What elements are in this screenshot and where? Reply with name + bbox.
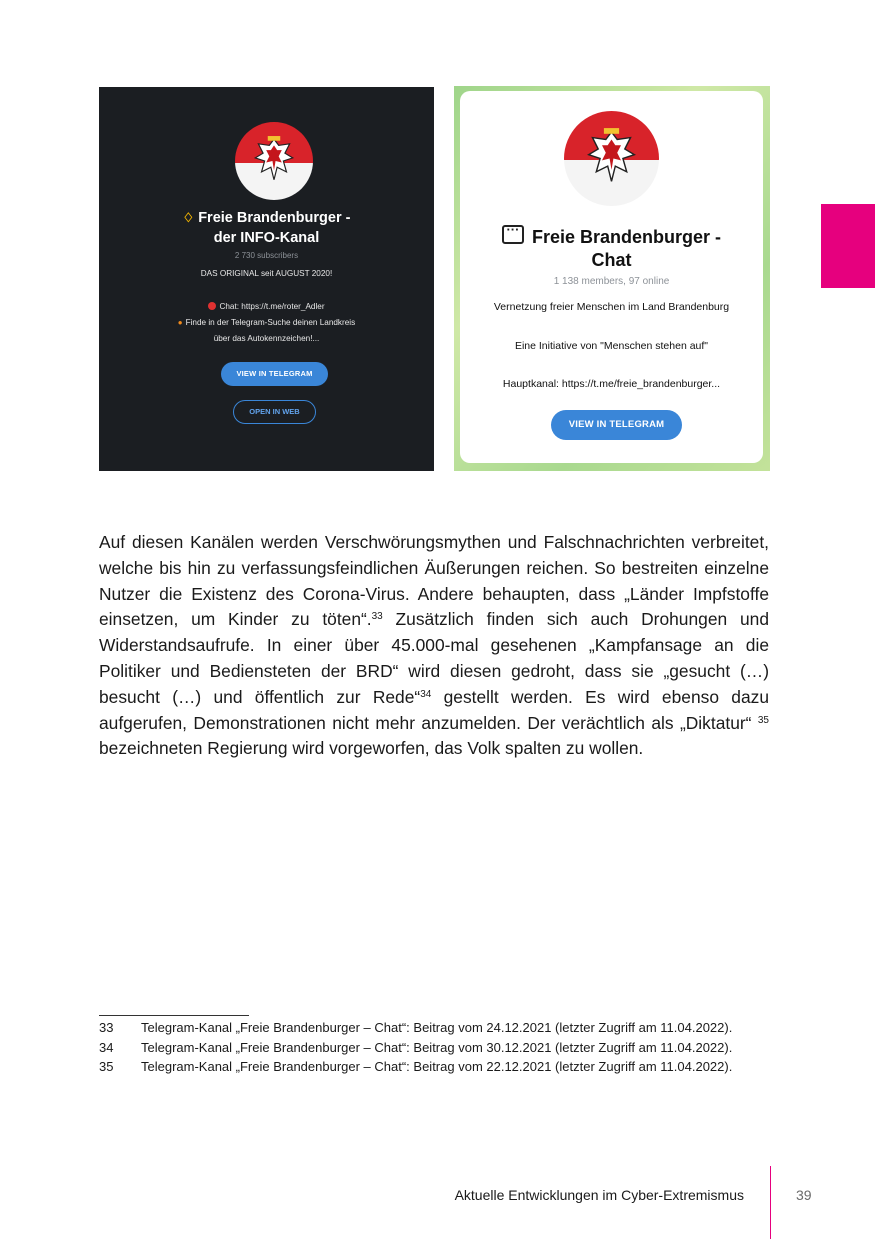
bell-icon: ♢ [182,210,195,225]
footer-divider [770,1166,771,1239]
group-initiative-line: Eine Initiative von "Menschen stehen auf" [514,340,709,352]
view-in-telegram-button[interactable]: VIEW IN TELEGRAM [551,410,682,440]
footnote-divider [99,1015,249,1016]
chat-link-line: Chat: https://t.me/roter_Adler [99,302,434,311]
member-count: 1 138 members, 97 online [553,276,670,287]
footnote-text: Telegram-Kanal „Freie Brandenburger – Chat“: Beitrag vom 30.12.2021 (letzter Zugriff am 11.04.2022). [141,1039,733,1055]
subscriber-count: 2 730 subscribers [234,251,299,260]
footnote-item [99,1059,739,1075]
footnote-ref-34[interactable]: 34 [420,688,432,700]
running-footer-title: Aktuelle Entwicklungen im Cyber-Extremismus [454,1187,744,1203]
view-in-telegram-button[interactable]: VIEW IN TELEGRAM [221,362,328,386]
brandenburg-eagle-avatar-icon [235,122,313,200]
fox-icon: ● [177,318,183,327]
footnote-item [99,1020,739,1036]
footnote-text: Telegram-Kanal „Freie Brandenburger – Chat“: Beitrag vom 24.12.2021 (letzter Zugriff am 11.04.2022). [141,1020,733,1035]
group-card [460,91,763,463]
telegram-info-channel-screenshot [99,87,434,471]
page-number: 39 [796,1187,812,1203]
search-hint-line: ● Finde in der Telegram-Suche deinen Landkreis [177,318,356,327]
footnotes [99,1020,739,1079]
search-hint-line-2: über das Autokennzeichen!... [213,334,320,343]
red-circle-icon [208,302,216,310]
open-in-web-button[interactable]: OPEN IN WEB [233,400,316,424]
group-description-line: Vernetzung freier Menschen im Land Brandenburg [493,301,730,313]
footnote-number: 35 [99,1059,114,1074]
footnote-text: Telegram-Kanal „Freie Brandenburger – Chat“: Beitrag vom 22.12.2021 (letzter Zugriff am 11.04.2022). [141,1059,733,1074]
channel-tagline: DAS ORIGINAL seit AUGUST 2020! [200,269,333,278]
telegram-chat-group-screenshot [454,86,770,471]
footnote-number: 33 [99,1020,114,1035]
chat-bubble-icon [502,225,524,244]
body-paragraph: Auf diesen Kanälen werden Verschwörungsmythen und Falschnachrichten verbreitet, welche bis hin zu verfassungsfeindlichen Äußerungen reichen. So bestreiten einzelne Nutzer die Existenz des Corona-Virus. Andere behaupten, dass „Länder Impfstoffe einsetzen, um Kinder zu töten“.$^{33}$ Zusätzlich finden sich auch Drohungen und Widerstandsaufrufe. In einer über 45.000-mal gesehenen „Kampfansage an die Politiker und Bediensteten der BRD“ wird diesen gedroht, dass sie „gesucht (…) besucht (…) und öffentlich zur Rede“$^{34}$ gestellt werden. Es wird ebenso dazu aufgerufen, Demonstrationen nicht mehr anzumelden. Der verächtlich als „Diktatur“ $^{35}$ bezeichneten Regierung wird vorgeworfen, das Volk spalten zu wollen. [99,532,769,759]
footnote-number: 34 [99,1039,114,1055]
footnote-ref-33[interactable]: 33 [371,611,383,623]
group-main-channel-line: Hauptkanal: https://t.me/freie_brandenburger... [502,378,721,390]
group-title: ···Freie Brandenburger - Chat [460,225,763,272]
channel-title: ♢ Freie Brandenburger - der INFO-Kanal [182,210,351,246]
section-tab-marker [821,204,875,288]
footnote-ref-35[interactable]: 35 [757,714,769,726]
brandenburg-eagle-avatar-icon [564,111,659,206]
footnote-item [99,1040,739,1056]
